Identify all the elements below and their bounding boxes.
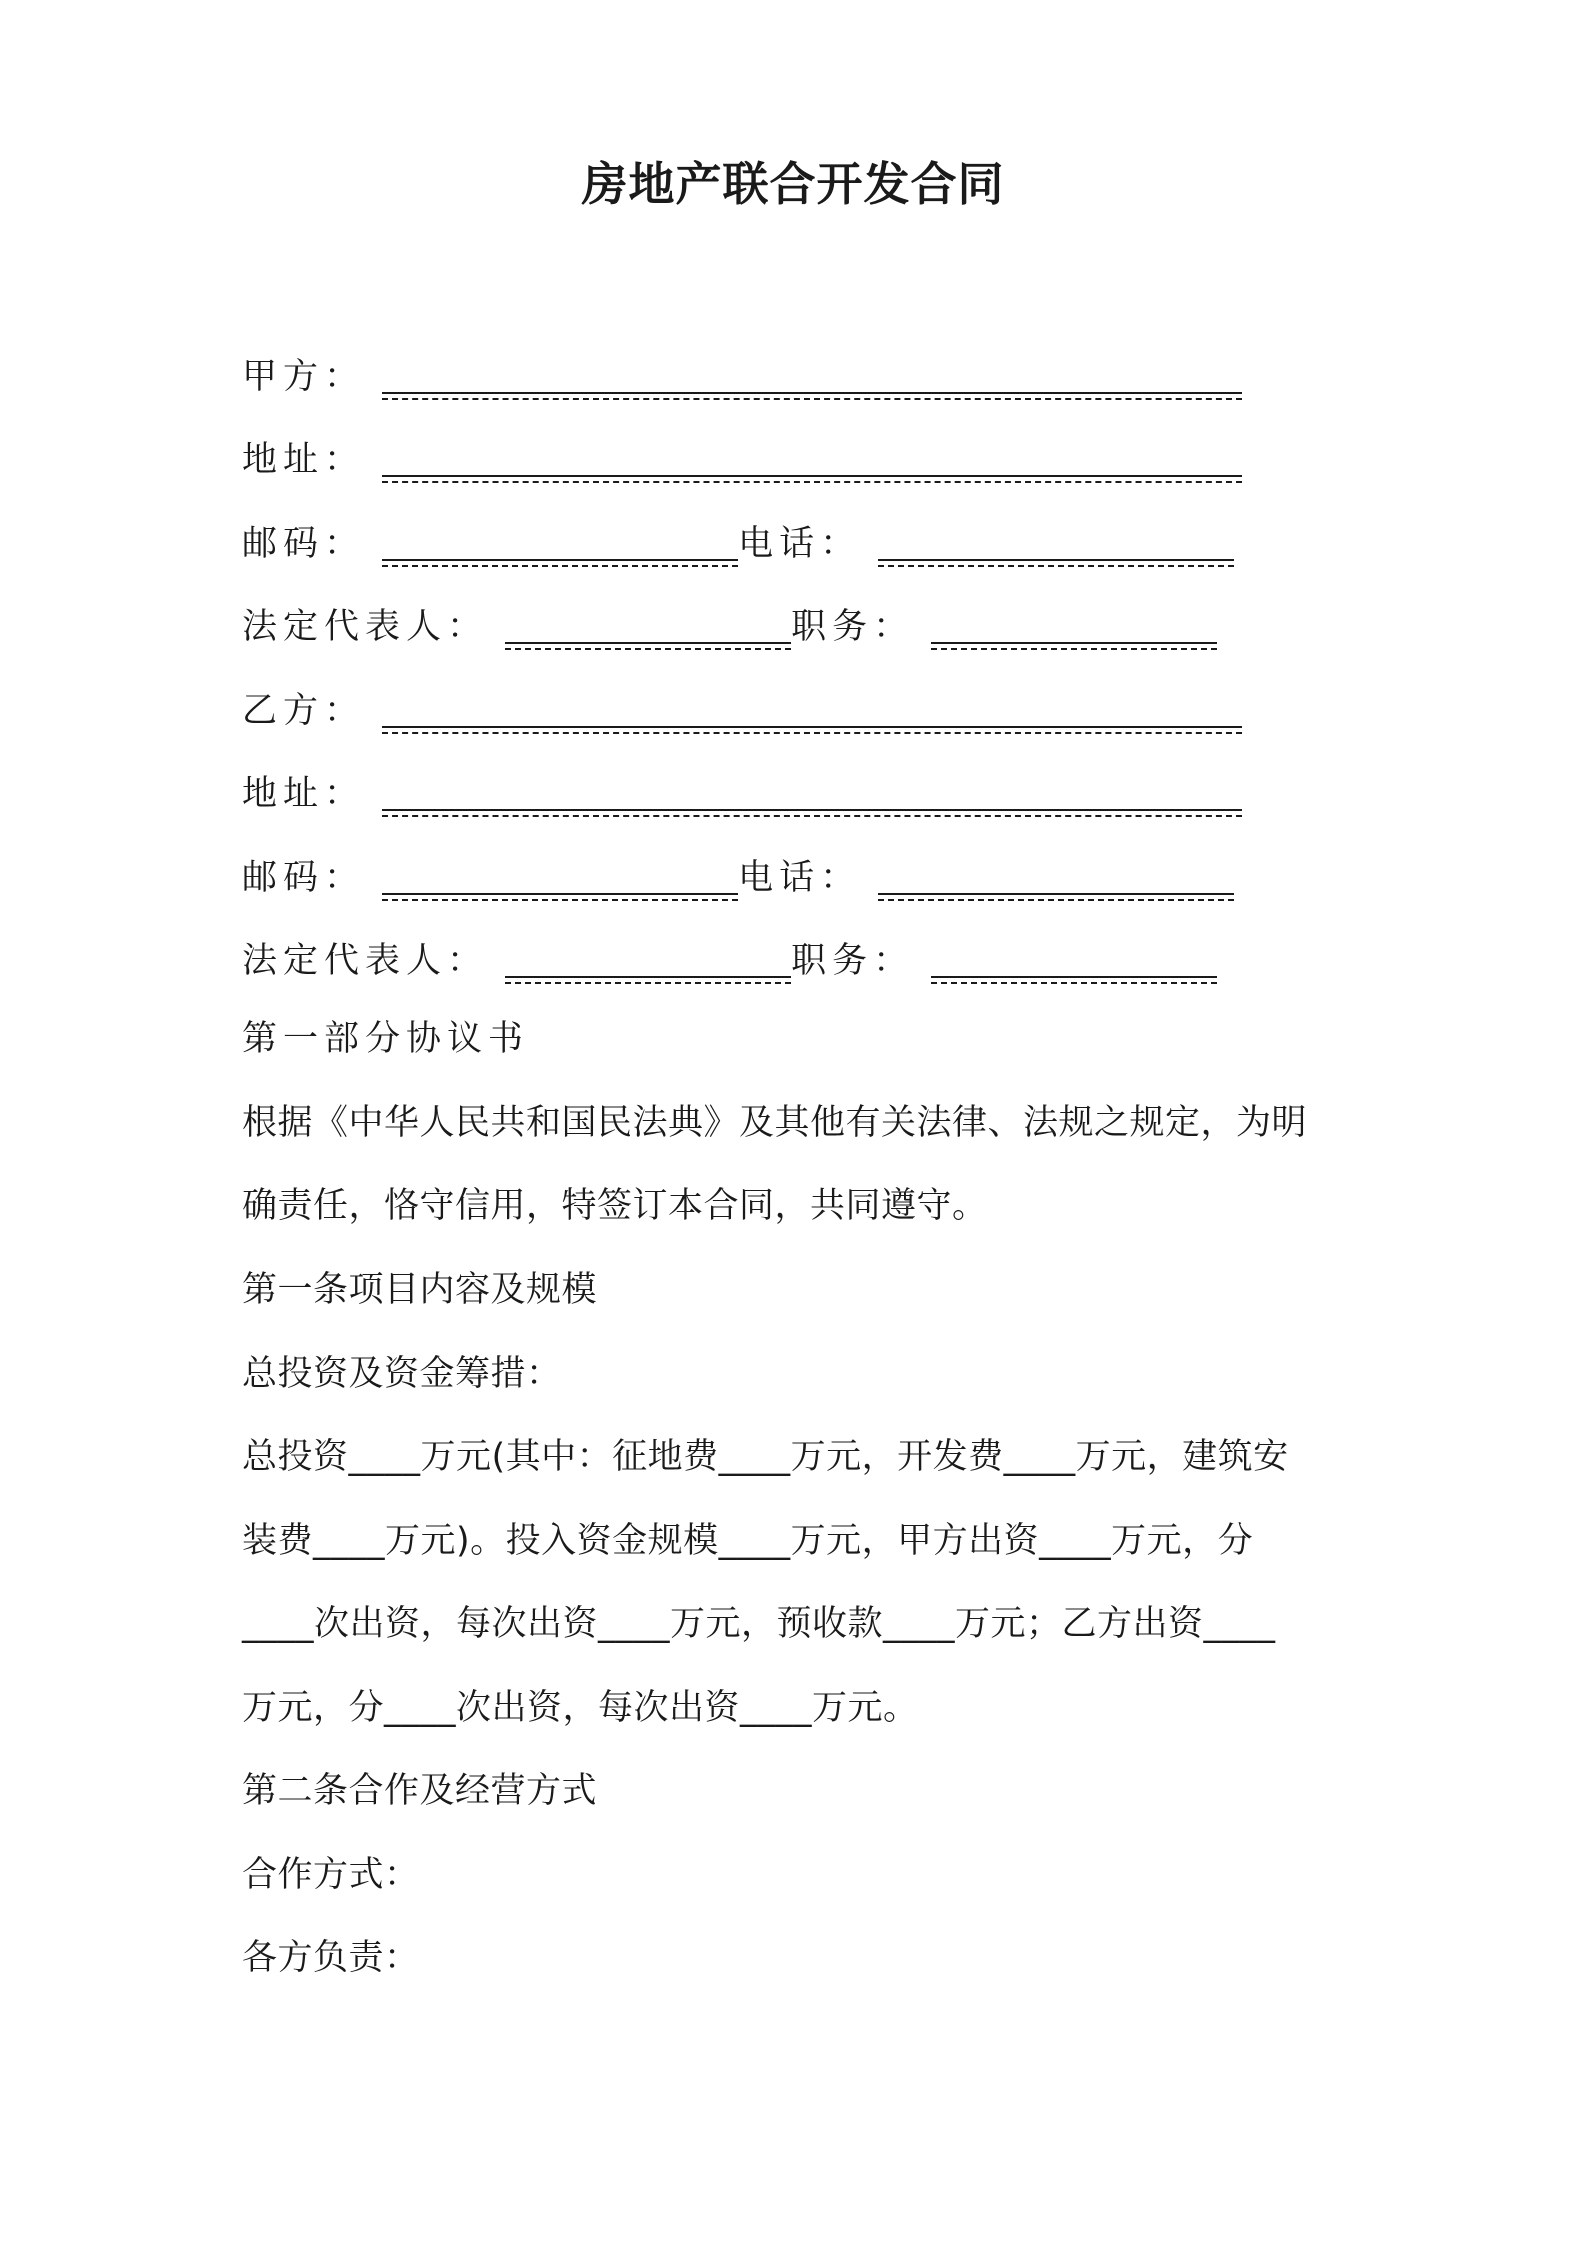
cooperation-label: 合作方式： <box>242 1855 420 1895</box>
party-b-phone-blank <box>878 863 1234 895</box>
party-a-address-label: 地址： <box>242 440 366 480</box>
party-b-position-blank <box>931 946 1217 978</box>
intro-line-2: 确责任，恪守信用，特签订本合同，共同遵守。 <box>242 1186 988 1226</box>
party-a-postcode-line <box>242 519 1234 569</box>
part-one-heading: 第一部分协议书 <box>242 1019 530 1059</box>
party-a-position-blank <box>931 612 1217 644</box>
party-a-postcode-label: 邮码： <box>242 524 366 564</box>
investment-heading: 总投资及资金筹措： <box>242 1354 562 1394</box>
party-b-address-label: 地址： <box>242 774 366 814</box>
article-1-heading: 第一条项目内容及规模 <box>242 1270 598 1310</box>
party-b-position-label: 职务： <box>791 941 915 981</box>
party-b-postcode-label: 邮码： <box>242 858 366 898</box>
party-a-legal-rep-line <box>242 602 1217 652</box>
party-a-blank <box>382 362 1242 394</box>
party-a-legal-rep-blank <box>505 612 791 644</box>
party-a-position-label: 职务： <box>791 607 915 647</box>
party-a-postcode-blank <box>382 529 738 561</box>
party-b-postcode-line <box>242 853 1234 903</box>
party-b-legal-rep-line <box>242 936 1217 986</box>
party-a-line <box>242 352 1242 402</box>
document-title: 房地产联合开发合同 <box>581 157 1005 211</box>
party-b-address-line <box>242 769 1242 819</box>
article-2-heading: 第二条合作及经营方式 <box>242 1771 598 1811</box>
party-b-address-blank <box>382 779 1242 811</box>
party-b-legal-rep-label: 法定代表人： <box>242 941 489 981</box>
party-a-address-blank <box>382 445 1242 477</box>
party-b-legal-rep-blank <box>505 946 791 978</box>
investment-line-1: 总投资____万元(其中：征地费____万元，开发费____万元，建筑安 <box>242 1437 1289 1477</box>
party-a-legal-rep-label: 法定代表人： <box>242 607 489 647</box>
party-b-blank <box>382 696 1242 728</box>
investment-line-3: ____次出资，每次出资____万元，预收款____万元；乙方出资____ <box>242 1604 1276 1644</box>
party-a-phone-label: 电话： <box>738 524 862 564</box>
party-a-address-line <box>242 435 1242 485</box>
party-b-label: 乙方： <box>242 691 366 731</box>
party-a-phone-blank <box>878 529 1234 561</box>
investment-line-4: 万元，分____次出资，每次出资____万元。 <box>242 1688 919 1728</box>
responsibility-label: 各方负责： <box>242 1938 420 1978</box>
party-a-label: 甲方： <box>242 357 366 397</box>
intro-line-1: 根据《中华人民共和国民法典》及其他有关法律、法规之规定，为明 <box>242 1103 1308 1143</box>
investment-line-2: 装费____万元)。投入资金规模____万元，甲方出资____万元，分 <box>242 1521 1254 1561</box>
party-b-phone-label: 电话： <box>738 858 862 898</box>
party-b-line <box>242 686 1242 736</box>
party-b-postcode-blank <box>382 863 738 895</box>
